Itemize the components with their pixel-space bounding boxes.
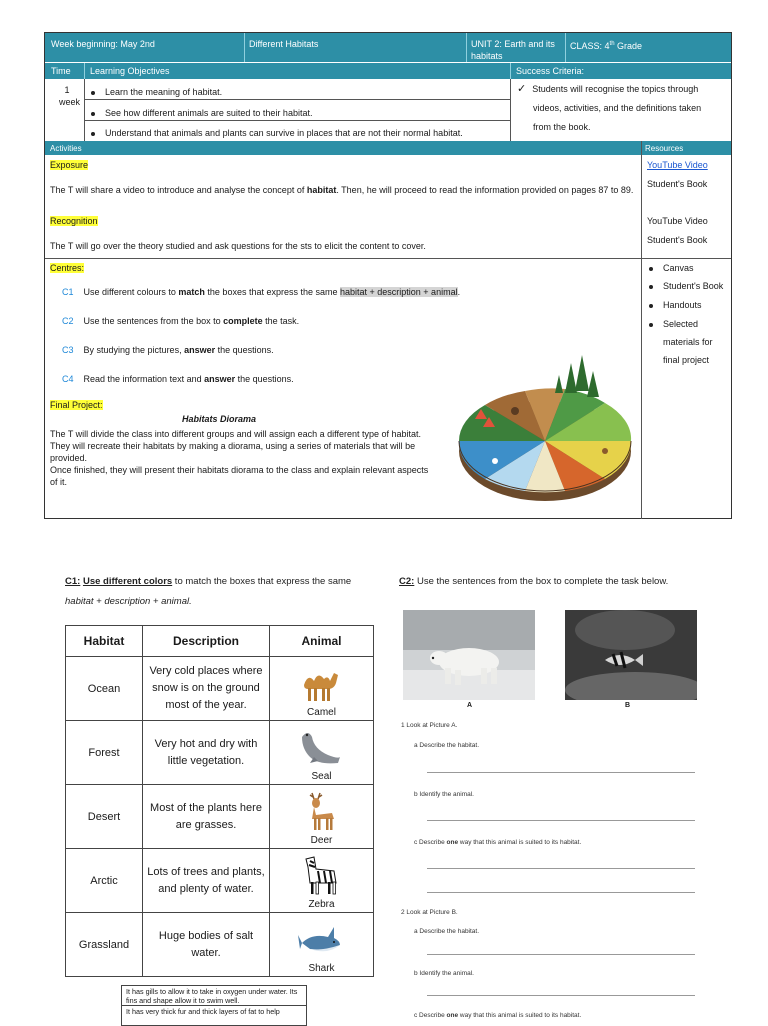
objectives-header: Learning Objectives [90,66,170,76]
animal-name: Camel [307,707,336,718]
question-1b: b Identify the animal. [414,791,474,798]
animal-cell [270,913,374,977]
habitats-pie-illustration [455,341,635,511]
final-project-subtitle: Habitats Diorama [182,414,257,424]
table-row [66,785,374,849]
sentence-box-1: It has gills to allow it to take in oxygen under water. Its fins and shape allow it to swim well. [121,985,307,1006]
activities-label: Activities [50,144,82,153]
habitat-cell: Forest [66,721,143,785]
description-cell: Huge bodies of salt water. [143,913,270,977]
final-project-line-3: provided. [50,453,88,463]
habitat-header: Habitat [66,626,143,657]
lesson-plan-table [44,32,732,519]
centre-c1: C1 Use different colours to match the boxes that express the same habitat + description + animal. [62,287,461,297]
final-project-line-2: They will recreate their habitats by making a diorama, using a series of materials that will be [50,441,416,451]
seal-icon [298,727,342,767]
question-1c: c Describe one way that this animal is suited to its habitat. [414,839,582,846]
lesson-topic: Different Habitats [249,39,319,49]
c1-matching-table [65,625,374,977]
table-row [66,849,374,913]
activities-header-row [45,141,731,155]
objective-1: Learn the meaning of habitat. [91,86,222,98]
animal-cell [270,785,374,849]
resource-students-book-2: Student's Book [647,235,708,245]
habitat-cell: Grassland [66,913,143,977]
final-project-line-5: of it. [50,477,68,487]
c1-instruction-italic: habitat + description + animal. [65,596,192,607]
question-1: 1 Look at Picture A. [401,722,458,729]
fish-photo [565,610,697,700]
resource-selected: Selected [649,318,698,330]
week-beginning: Week beginning: May 2nd [51,39,155,49]
answer-line[interactable] [427,820,695,821]
resource-final-project: final project [663,355,710,365]
resource-canvas: Canvas [649,262,694,274]
answer-line[interactable] [427,892,695,893]
resource-materials: materials for [663,337,713,347]
description-header: Description [143,626,270,657]
sentence-box-2: It has very thick fur and thick layers of fat to help [121,1006,307,1026]
table-row [66,721,374,785]
class-grade: CLASS: 4th Grade [570,41,643,51]
habitat-cell: Desert [66,785,143,849]
question-2c: c Describe one way that this animal is suited to its habitat. [414,1012,582,1019]
recognition-title: Recognition [50,216,98,226]
resource-handouts: Handouts [649,299,702,311]
centre-c4: C4 Read the information text and answer the questions. [62,374,294,384]
youtube-video-link[interactable]: YouTube Video [647,160,708,170]
unit-title: UNIT 2: Earth and its habitats [471,39,555,61]
animal-cell [270,721,374,785]
question-1a: a Describe the habitat. [414,742,480,749]
resource-youtube-video: YouTube Video [647,216,708,226]
zebra-icon [298,855,342,895]
resource-students-book: Student's Book [647,179,708,189]
exposure-text: The T will share a video to introduce and analyse the concept of habitat. Then, he will proceed to read the information provided on pages 87 to 89. [50,185,634,195]
picture-b-label: B [625,702,631,709]
criteria-header: Success Criteria: [516,66,585,76]
resource-book: Student's Book [649,280,723,292]
c1-instruction: C1: Use different colors to match the boxes that express the same [65,576,352,587]
answer-line[interactable] [427,954,695,955]
question-2: 2 Look at Picture B. [401,909,458,916]
table-row [66,913,374,977]
answer-line[interactable] [427,868,695,869]
check-icon: ✓ [517,83,527,95]
picture-a-label: A [467,702,473,709]
camel-icon [298,663,342,703]
question-2b: b Identify the animal. [414,970,474,977]
resources-label: Resources [645,144,684,153]
recognition-text: The T will go over the theory studied and ask questions for the sts to elicit the content to cover. [50,241,426,251]
final-project-line-1: The T will divide the class into different groups and will assign each a different type of habitat. [50,429,422,439]
shark-icon [298,919,342,959]
animal-name: Zebra [308,899,335,910]
habitat-cell: Ocean [66,657,143,721]
exposure-title: Exposure [50,160,89,170]
final-project-line-4: Once finished, they will present their habitats diorama to the class and explain relevant aspects [50,465,429,475]
centre-c3: C3 By studying the pictures, answer the questions. [62,345,274,355]
description-cell: Very cold places where snow is on the ground most of the year. [143,657,270,721]
description-cell: Very hot and dry with little vegetation. [143,721,270,785]
answer-line[interactable] [427,995,695,996]
deer-icon [298,791,342,831]
time-value: 1 week [59,85,81,107]
centre-c2: C2 Use the sentences from the box to complete the task. [62,316,300,326]
polar-bear-photo [403,610,535,700]
answer-line[interactable] [427,772,695,773]
habitat-cell: Arctic [66,849,143,913]
c1-header-row [66,626,374,657]
objective-2: See how different animals are suited to their habitat. [91,107,312,119]
final-project-title: Final Project: [50,400,103,410]
animal-name: Seal [311,771,332,782]
description-cell: Lots of trees and plants, and plenty of water. [143,849,270,913]
animal-cell [270,657,374,721]
c2-instruction: C2: Use the sentences from the box to complete the task below. [399,576,669,587]
criteria-line-2: videos, activities, and the definitions taken [533,103,702,113]
table-row [66,657,374,721]
animal-cell [270,849,374,913]
criteria-line-1: ✓ Students will recognise the topics through [517,83,699,95]
criteria-line-3: from the book. [533,122,591,132]
animal-name: Deer [310,835,333,846]
question-2a: a Describe the habitat. [414,928,480,935]
animal-header: Animal [270,626,374,657]
time-header: Time [51,66,71,76]
objective-3: Understand that animals and plants can survive in places that are not their normal habitat. [91,127,463,139]
description-cell: Most of the plants here are grasses. [143,785,270,849]
centres-title: Centres: [50,263,85,273]
animal-name: Shark [308,963,335,974]
